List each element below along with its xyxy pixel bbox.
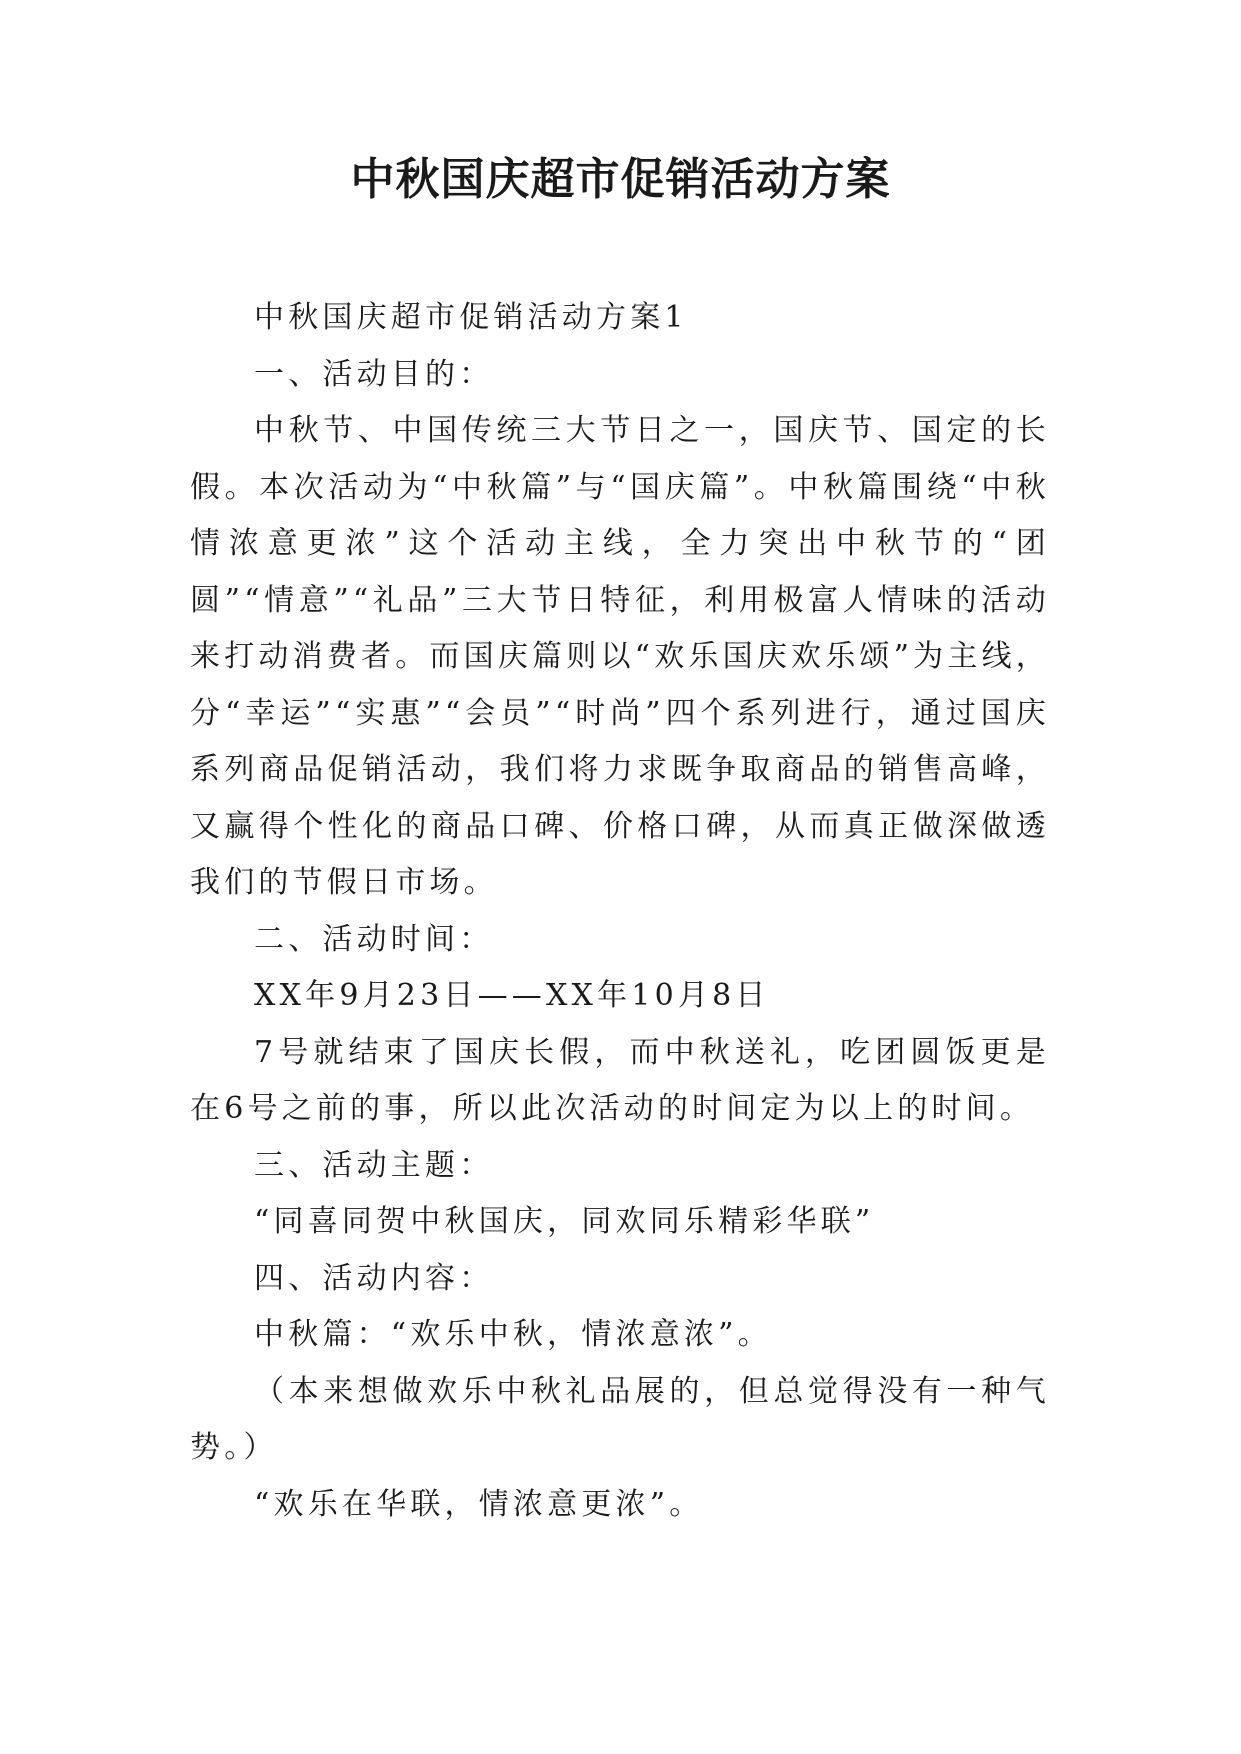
section-heading-theme: 三、活动主题： <box>254 1147 494 1183</box>
section-heading-purpose: 一、活动目的： <box>254 356 494 392</box>
document-title: 中秋国庆超市促销活动方案 <box>350 154 891 205</box>
paragraph-note: （本来想做欢乐中秋礼品展的，但总觉得没有一种气势。） <box>190 1373 1050 1465</box>
paragraph-plan-heading: 中秋国庆超市促销活动方案1 <box>254 300 688 335</box>
paragraph-slogan: “欢乐在华联，情浓意更浓”。 <box>254 1486 704 1522</box>
paragraph-time-reason: 7号就结束了国庆长假，而中秋送礼，吃团圆饭更是在6号之前的事，所以此次活动的时间定为以上的时间。 <box>190 1034 1050 1126</box>
paragraph-mid-autumn-part: 中秋篇：“欢乐中秋，情浓意浓”。 <box>254 1317 772 1352</box>
section-heading-time: 二、活动时间： <box>254 921 494 957</box>
paragraph-theme: “同喜同贺中秋国庆，同欢同乐精彩华联” <box>254 1204 875 1239</box>
document-body <box>190 290 1050 1533</box>
section-heading-content: 四、活动内容： <box>254 1260 494 1296</box>
paragraph-time-range: XX年9月23日——XX年10月8日 <box>254 978 770 1013</box>
paragraph-purpose: 中秋节、中国传统三大节日之一，国庆节、国定的长假。本次活动为“中秋篇”与“国庆篇”。中秋篇围绕“中秋情浓意更浓”这个活动主线，全力突出中秋节的“团圆”“情意”“礼品”三大节日特征，利用极富人情味的活动来打动消费者。而国庆篇则以“欢乐国庆欢乐颂”为主线，分“幸运”“实惠”“会员”“时尚”四个系列进行，通过国庆系列商品促销活动，我们将力求既争取商品的销售高峰，又赢得个性化的商品口碑、价格口碑，从而真正做深做透我们的节假日市场。 <box>190 413 1050 900</box>
